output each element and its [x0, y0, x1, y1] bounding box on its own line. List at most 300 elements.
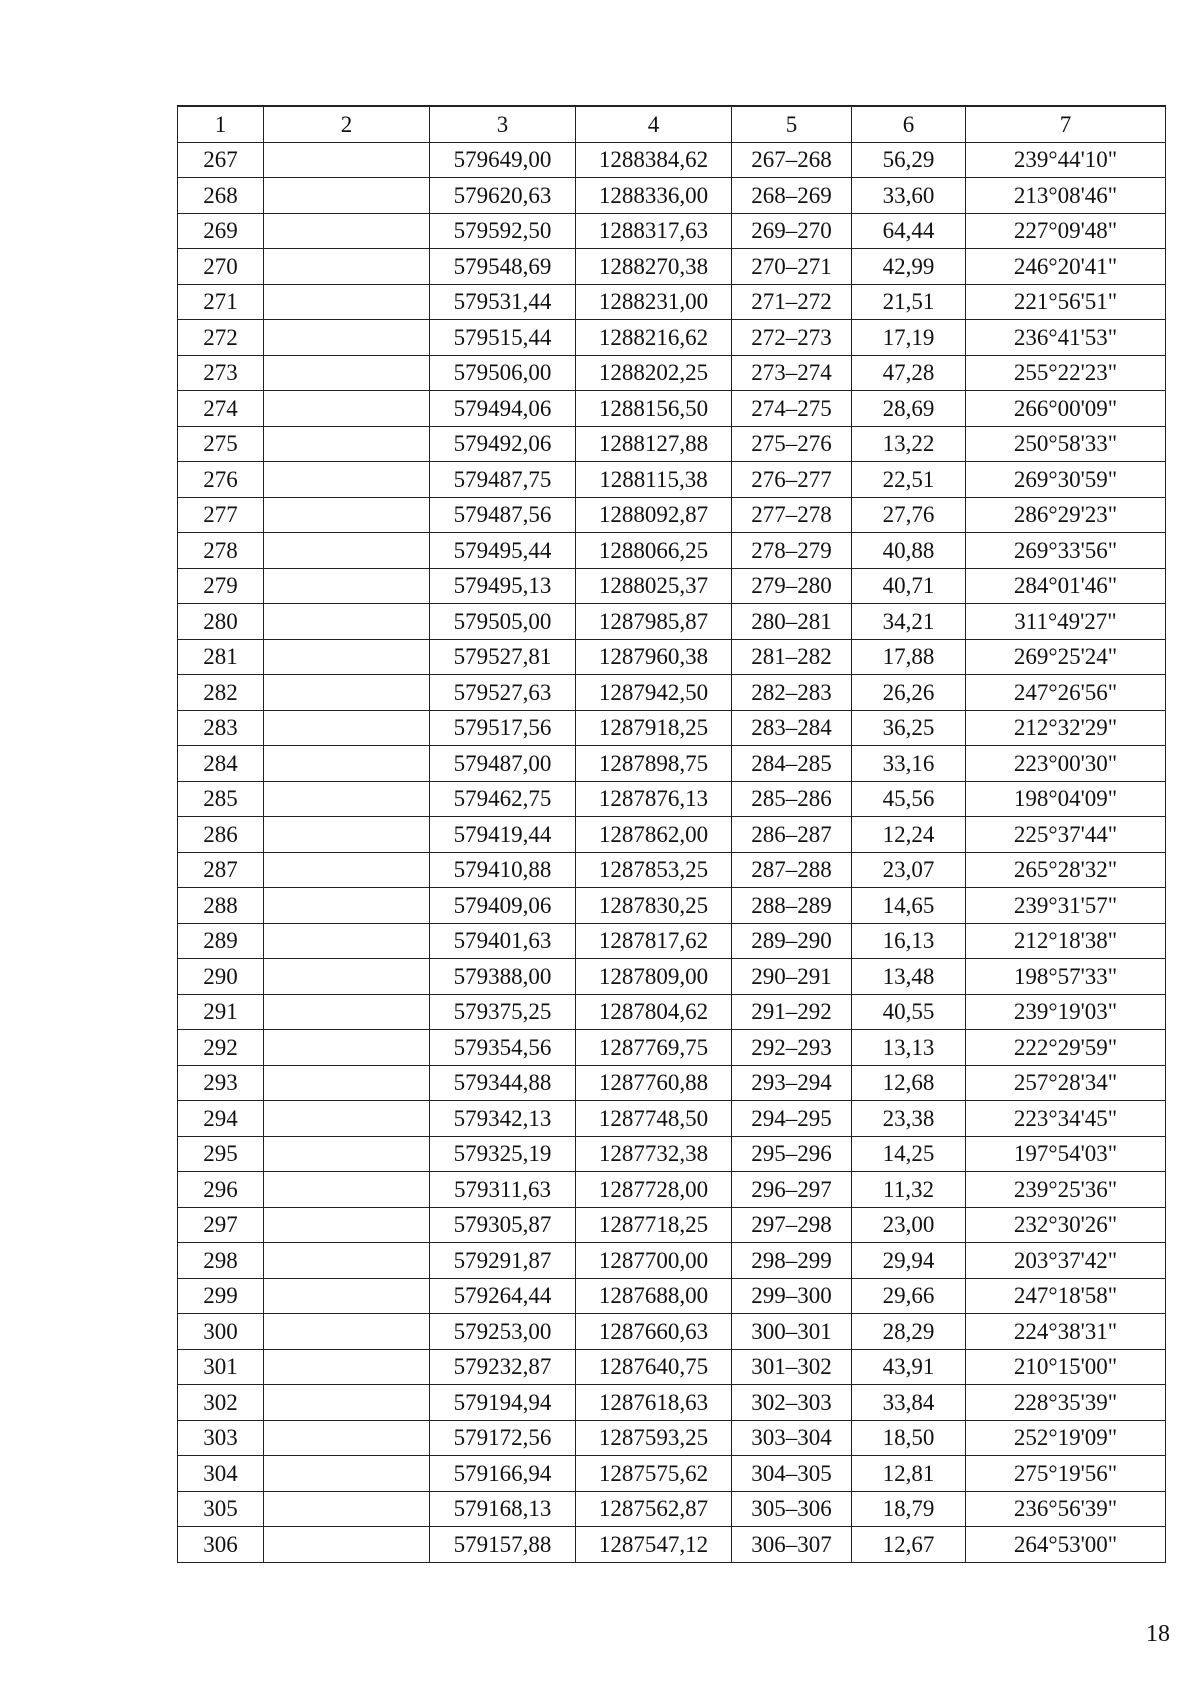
name-cell	[264, 1136, 430, 1172]
bearing-cell: 311°49'27"	[966, 604, 1166, 640]
length-cell: 13,13	[852, 1030, 966, 1066]
bearing-cell: 265°28'32"	[966, 852, 1166, 888]
table-body	[178, 142, 1166, 1562]
table-row	[178, 213, 1166, 249]
name-cell	[264, 497, 430, 533]
name-cell	[264, 1278, 430, 1314]
x-coordinate-cell: 579620,63	[430, 178, 576, 214]
bearing-cell: 247°26'56"	[966, 675, 1166, 711]
point-number-cell: 288	[178, 888, 264, 924]
point-number-cell: 276	[178, 462, 264, 498]
segment-cell: 286–287	[732, 817, 852, 853]
length-cell: 21,51	[852, 284, 966, 320]
name-cell	[264, 1030, 430, 1066]
y-coordinate-cell: 1288270,38	[576, 249, 732, 285]
y-coordinate-cell: 1288231,00	[576, 284, 732, 320]
x-coordinate-cell: 579462,75	[430, 781, 576, 817]
y-coordinate-cell: 1288115,38	[576, 462, 732, 498]
column-header: 1	[178, 106, 264, 142]
y-coordinate-cell: 1287804,62	[576, 994, 732, 1030]
y-coordinate-cell: 1287960,38	[576, 639, 732, 675]
bearing-cell: 250°58'33"	[966, 426, 1166, 462]
bearing-cell: 203°37'42"	[966, 1243, 1166, 1279]
length-cell: 33,84	[852, 1385, 966, 1421]
name-cell	[264, 675, 430, 711]
segment-cell: 294–295	[732, 1101, 852, 1137]
table-row	[178, 675, 1166, 711]
table-row	[178, 391, 1166, 427]
segment-cell: 270–271	[732, 249, 852, 285]
length-cell: 12,68	[852, 1065, 966, 1101]
y-coordinate-cell: 1288384,62	[576, 142, 732, 178]
y-coordinate-cell: 1287830,25	[576, 888, 732, 924]
table-row	[178, 1420, 1166, 1456]
segment-cell: 278–279	[732, 533, 852, 569]
table-row	[178, 426, 1166, 462]
bearing-cell: 221°56'51"	[966, 284, 1166, 320]
segment-cell: 275–276	[732, 426, 852, 462]
x-coordinate-cell: 579291,87	[430, 1243, 576, 1279]
segment-cell: 291–292	[732, 994, 852, 1030]
y-coordinate-cell: 1287640,75	[576, 1349, 732, 1385]
length-cell: 64,44	[852, 213, 966, 249]
length-cell: 33,16	[852, 746, 966, 782]
x-coordinate-cell: 579166,94	[430, 1456, 576, 1492]
point-number-cell: 267	[178, 142, 264, 178]
x-coordinate-cell: 579592,50	[430, 213, 576, 249]
x-coordinate-cell: 579649,00	[430, 142, 576, 178]
point-number-cell: 275	[178, 426, 264, 462]
table-row	[178, 497, 1166, 533]
table-row	[178, 320, 1166, 356]
y-coordinate-cell: 1287817,62	[576, 923, 732, 959]
length-cell: 13,48	[852, 959, 966, 995]
x-coordinate-cell: 579354,56	[430, 1030, 576, 1066]
table-row	[178, 355, 1166, 391]
name-cell	[264, 604, 430, 640]
length-cell: 22,51	[852, 462, 966, 498]
y-coordinate-cell: 1288092,87	[576, 497, 732, 533]
segment-cell: 298–299	[732, 1243, 852, 1279]
point-number-cell: 268	[178, 178, 264, 214]
x-coordinate-cell: 579548,69	[430, 249, 576, 285]
table-row	[178, 604, 1166, 640]
length-cell: 17,88	[852, 639, 966, 675]
segment-cell: 302–303	[732, 1385, 852, 1421]
y-coordinate-cell: 1287985,87	[576, 604, 732, 640]
length-cell: 28,29	[852, 1314, 966, 1350]
point-number-cell: 282	[178, 675, 264, 711]
y-coordinate-cell: 1287688,00	[576, 1278, 732, 1314]
bearing-cell: 198°57'33"	[966, 959, 1166, 995]
table-row	[178, 1385, 1166, 1421]
table-row	[178, 1314, 1166, 1350]
point-number-cell: 274	[178, 391, 264, 427]
column-header: 3	[430, 106, 576, 142]
length-cell: 12,67	[852, 1527, 966, 1563]
table-row	[178, 1172, 1166, 1208]
segment-cell: 303–304	[732, 1420, 852, 1456]
table-row	[178, 959, 1166, 995]
table-row	[178, 746, 1166, 782]
point-number-cell: 303	[178, 1420, 264, 1456]
point-number-cell: 292	[178, 1030, 264, 1066]
length-cell: 23,07	[852, 852, 966, 888]
point-number-cell: 279	[178, 568, 264, 604]
x-coordinate-cell: 579515,44	[430, 320, 576, 356]
segment-cell: 268–269	[732, 178, 852, 214]
x-coordinate-cell: 579342,13	[430, 1101, 576, 1137]
bearing-cell: 269°30'59"	[966, 462, 1166, 498]
name-cell	[264, 959, 430, 995]
name-cell	[264, 852, 430, 888]
point-number-cell: 283	[178, 710, 264, 746]
x-coordinate-cell: 579311,63	[430, 1172, 576, 1208]
segment-cell: 300–301	[732, 1314, 852, 1350]
y-coordinate-cell: 1287718,25	[576, 1207, 732, 1243]
segment-cell: 292–293	[732, 1030, 852, 1066]
x-coordinate-cell: 579487,56	[430, 497, 576, 533]
length-cell: 45,56	[852, 781, 966, 817]
length-cell: 18,50	[852, 1420, 966, 1456]
point-number-cell: 285	[178, 781, 264, 817]
name-cell	[264, 533, 430, 569]
length-cell: 40,71	[852, 568, 966, 604]
table-row	[178, 639, 1166, 675]
name-cell	[264, 1385, 430, 1421]
name-cell	[264, 817, 430, 853]
y-coordinate-cell: 1287898,75	[576, 746, 732, 782]
name-cell	[264, 213, 430, 249]
name-cell	[264, 1527, 430, 1563]
point-number-cell: 301	[178, 1349, 264, 1385]
point-number-cell: 287	[178, 852, 264, 888]
y-coordinate-cell: 1287809,00	[576, 959, 732, 995]
x-coordinate-cell: 579157,88	[430, 1527, 576, 1563]
point-number-cell: 281	[178, 639, 264, 675]
bearing-cell: 223°34'45"	[966, 1101, 1166, 1137]
name-cell	[264, 1243, 430, 1279]
name-cell	[264, 355, 430, 391]
y-coordinate-cell: 1288336,00	[576, 178, 732, 214]
x-coordinate-cell: 579531,44	[430, 284, 576, 320]
length-cell: 14,25	[852, 1136, 966, 1172]
x-coordinate-cell: 579194,94	[430, 1385, 576, 1421]
point-number-cell: 270	[178, 249, 264, 285]
name-cell	[264, 710, 430, 746]
y-coordinate-cell: 1288066,25	[576, 533, 732, 569]
segment-cell: 273–274	[732, 355, 852, 391]
x-coordinate-cell: 579419,44	[430, 817, 576, 853]
point-number-cell: 271	[178, 284, 264, 320]
column-header: 6	[852, 106, 966, 142]
x-coordinate-cell: 579527,81	[430, 639, 576, 675]
length-cell: 36,25	[852, 710, 966, 746]
table-row	[178, 1065, 1166, 1101]
y-coordinate-cell: 1287769,75	[576, 1030, 732, 1066]
x-coordinate-cell: 579401,63	[430, 923, 576, 959]
length-cell: 56,29	[852, 142, 966, 178]
length-cell: 27,76	[852, 497, 966, 533]
point-number-cell: 273	[178, 355, 264, 391]
y-coordinate-cell: 1288127,88	[576, 426, 732, 462]
segment-cell: 288–289	[732, 888, 852, 924]
name-cell	[264, 568, 430, 604]
segment-cell: 296–297	[732, 1172, 852, 1208]
x-coordinate-cell: 579253,00	[430, 1314, 576, 1350]
table-row	[178, 1136, 1166, 1172]
header-row	[178, 106, 1166, 142]
point-number-cell: 290	[178, 959, 264, 995]
point-number-cell: 295	[178, 1136, 264, 1172]
point-number-cell: 277	[178, 497, 264, 533]
point-number-cell: 299	[178, 1278, 264, 1314]
x-coordinate-cell: 579506,00	[430, 355, 576, 391]
y-coordinate-cell: 1287732,38	[576, 1136, 732, 1172]
length-cell: 33,60	[852, 178, 966, 214]
segment-cell: 304–305	[732, 1456, 852, 1492]
bearing-cell: 269°33'56"	[966, 533, 1166, 569]
x-coordinate-cell: 579487,00	[430, 746, 576, 782]
bearing-cell: 228°35'39"	[966, 1385, 1166, 1421]
table-row	[178, 1491, 1166, 1527]
length-cell: 13,22	[852, 426, 966, 462]
bearing-cell: 224°38'31"	[966, 1314, 1166, 1350]
point-number-cell: 302	[178, 1385, 264, 1421]
x-coordinate-cell: 579409,06	[430, 888, 576, 924]
length-cell: 29,94	[852, 1243, 966, 1279]
point-number-cell: 296	[178, 1172, 264, 1208]
table-row	[178, 1101, 1166, 1137]
table-row	[178, 710, 1166, 746]
bearing-cell: 212°18'38"	[966, 923, 1166, 959]
bearing-cell: 197°54'03"	[966, 1136, 1166, 1172]
point-number-cell: 294	[178, 1101, 264, 1137]
point-number-cell: 278	[178, 533, 264, 569]
point-number-cell: 291	[178, 994, 264, 1030]
x-coordinate-cell: 579325,19	[430, 1136, 576, 1172]
x-coordinate-cell: 579495,44	[430, 533, 576, 569]
bearing-cell: 222°29'59"	[966, 1030, 1166, 1066]
bearing-cell: 239°44'10"	[966, 142, 1166, 178]
bearing-cell: 247°18'58"	[966, 1278, 1166, 1314]
bearing-cell: 284°01'46"	[966, 568, 1166, 604]
segment-cell: 274–275	[732, 391, 852, 427]
bearing-cell: 236°41'53"	[966, 320, 1166, 356]
name-cell	[264, 426, 430, 462]
segment-cell: 297–298	[732, 1207, 852, 1243]
length-cell: 40,88	[852, 533, 966, 569]
length-cell: 40,55	[852, 994, 966, 1030]
table-row	[178, 533, 1166, 569]
table-row	[178, 852, 1166, 888]
y-coordinate-cell: 1287942,50	[576, 675, 732, 711]
table-row	[178, 284, 1166, 320]
x-coordinate-cell: 579505,00	[430, 604, 576, 640]
y-coordinate-cell: 1287618,63	[576, 1385, 732, 1421]
x-coordinate-cell: 579527,63	[430, 675, 576, 711]
segment-cell: 284–285	[732, 746, 852, 782]
name-cell	[264, 1207, 430, 1243]
segment-cell: 269–270	[732, 213, 852, 249]
segment-cell: 279–280	[732, 568, 852, 604]
y-coordinate-cell: 1287700,00	[576, 1243, 732, 1279]
x-coordinate-cell: 579264,44	[430, 1278, 576, 1314]
x-coordinate-cell: 579517,56	[430, 710, 576, 746]
segment-cell: 283–284	[732, 710, 852, 746]
table-row	[178, 142, 1166, 178]
bearing-cell: 252°19'09"	[966, 1420, 1166, 1456]
x-coordinate-cell: 579305,87	[430, 1207, 576, 1243]
y-coordinate-cell: 1287660,63	[576, 1314, 732, 1350]
x-coordinate-cell: 579495,13	[430, 568, 576, 604]
y-coordinate-cell: 1288025,37	[576, 568, 732, 604]
length-cell: 11,32	[852, 1172, 966, 1208]
bearing-cell: 239°19'03"	[966, 994, 1166, 1030]
segment-cell: 287–288	[732, 852, 852, 888]
point-number-cell: 304	[178, 1456, 264, 1492]
y-coordinate-cell: 1287728,00	[576, 1172, 732, 1208]
bearing-cell: 239°25'36"	[966, 1172, 1166, 1208]
x-coordinate-cell: 579494,06	[430, 391, 576, 427]
bearing-cell: 255°22'23"	[966, 355, 1166, 391]
name-cell	[264, 994, 430, 1030]
y-coordinate-cell: 1287562,87	[576, 1491, 732, 1527]
name-cell	[264, 142, 430, 178]
bearing-cell: 213°08'46"	[966, 178, 1166, 214]
name-cell	[264, 320, 430, 356]
table-row	[178, 1278, 1166, 1314]
segment-cell: 290–291	[732, 959, 852, 995]
name-cell	[264, 746, 430, 782]
table-row	[178, 249, 1166, 285]
name-cell	[264, 1456, 430, 1492]
x-coordinate-cell: 579168,13	[430, 1491, 576, 1527]
bearing-cell: 246°20'41"	[966, 249, 1166, 285]
table-row	[178, 1349, 1166, 1385]
x-coordinate-cell: 579232,87	[430, 1349, 576, 1385]
bearing-cell: 266°00'09"	[966, 391, 1166, 427]
segment-cell: 306–307	[732, 1527, 852, 1563]
point-number-cell: 297	[178, 1207, 264, 1243]
table-row	[178, 178, 1166, 214]
table-row	[178, 1243, 1166, 1279]
segment-cell: 289–290	[732, 923, 852, 959]
y-coordinate-cell: 1287862,00	[576, 817, 732, 853]
column-header: 2	[264, 106, 430, 142]
table-row	[178, 781, 1166, 817]
length-cell: 26,26	[852, 675, 966, 711]
y-coordinate-cell: 1288156,50	[576, 391, 732, 427]
length-cell: 29,66	[852, 1278, 966, 1314]
segment-cell: 295–296	[732, 1136, 852, 1172]
segment-cell: 272–273	[732, 320, 852, 356]
bearing-cell: 198°04'09"	[966, 781, 1166, 817]
point-number-cell: 269	[178, 213, 264, 249]
name-cell	[264, 249, 430, 285]
y-coordinate-cell: 1287547,12	[576, 1527, 732, 1563]
length-cell: 12,81	[852, 1456, 966, 1492]
length-cell: 12,24	[852, 817, 966, 853]
point-number-cell: 293	[178, 1065, 264, 1101]
bearing-cell: 225°37'44"	[966, 817, 1166, 853]
name-cell	[264, 391, 430, 427]
length-cell: 14,65	[852, 888, 966, 924]
bearing-cell: 275°19'56"	[966, 1456, 1166, 1492]
x-coordinate-cell: 579487,75	[430, 462, 576, 498]
point-number-cell: 300	[178, 1314, 264, 1350]
point-number-cell: 284	[178, 746, 264, 782]
length-cell: 28,69	[852, 391, 966, 427]
segment-cell: 305–306	[732, 1491, 852, 1527]
bearing-cell: 236°56'39"	[966, 1491, 1166, 1527]
point-number-cell: 286	[178, 817, 264, 853]
y-coordinate-cell: 1287876,13	[576, 781, 732, 817]
table-header	[178, 106, 1166, 142]
length-cell: 17,19	[852, 320, 966, 356]
table-row	[178, 568, 1166, 604]
name-cell	[264, 1172, 430, 1208]
x-coordinate-cell: 579492,06	[430, 426, 576, 462]
x-coordinate-cell: 579388,00	[430, 959, 576, 995]
segment-cell: 282–283	[732, 675, 852, 711]
length-cell: 23,38	[852, 1101, 966, 1137]
bearing-cell: 264°53'00"	[966, 1527, 1166, 1563]
name-cell	[264, 888, 430, 924]
length-cell: 43,91	[852, 1349, 966, 1385]
segment-cell: 276–277	[732, 462, 852, 498]
bearing-cell: 223°00'30"	[966, 746, 1166, 782]
name-cell	[264, 1491, 430, 1527]
point-number-cell: 280	[178, 604, 264, 640]
length-cell: 47,28	[852, 355, 966, 391]
y-coordinate-cell: 1288317,63	[576, 213, 732, 249]
name-cell	[264, 462, 430, 498]
x-coordinate-cell: 579375,25	[430, 994, 576, 1030]
name-cell	[264, 1065, 430, 1101]
bearing-cell: 212°32'29"	[966, 710, 1166, 746]
name-cell	[264, 1420, 430, 1456]
bearing-cell: 286°29'23"	[966, 497, 1166, 533]
table-row	[178, 817, 1166, 853]
table-row	[178, 462, 1166, 498]
point-number-cell: 289	[178, 923, 264, 959]
point-number-cell: 305	[178, 1491, 264, 1527]
y-coordinate-cell: 1288216,62	[576, 320, 732, 356]
length-cell: 23,00	[852, 1207, 966, 1243]
segment-cell: 285–286	[732, 781, 852, 817]
length-cell: 42,99	[852, 249, 966, 285]
y-coordinate-cell: 1287918,25	[576, 710, 732, 746]
name-cell	[264, 923, 430, 959]
y-coordinate-cell: 1287575,62	[576, 1456, 732, 1492]
name-cell	[264, 781, 430, 817]
y-coordinate-cell: 1287760,88	[576, 1065, 732, 1101]
name-cell	[264, 178, 430, 214]
bearing-cell: 210°15'00"	[966, 1349, 1166, 1385]
y-coordinate-cell: 1287853,25	[576, 852, 732, 888]
bearing-cell: 239°31'57"	[966, 888, 1166, 924]
length-cell: 34,21	[852, 604, 966, 640]
table-row	[178, 923, 1166, 959]
name-cell	[264, 284, 430, 320]
y-coordinate-cell: 1287593,25	[576, 1420, 732, 1456]
segment-cell: 280–281	[732, 604, 852, 640]
segment-cell: 267–268	[732, 142, 852, 178]
table-row	[178, 1456, 1166, 1492]
column-header: 4	[576, 106, 732, 142]
y-coordinate-cell: 1288202,25	[576, 355, 732, 391]
